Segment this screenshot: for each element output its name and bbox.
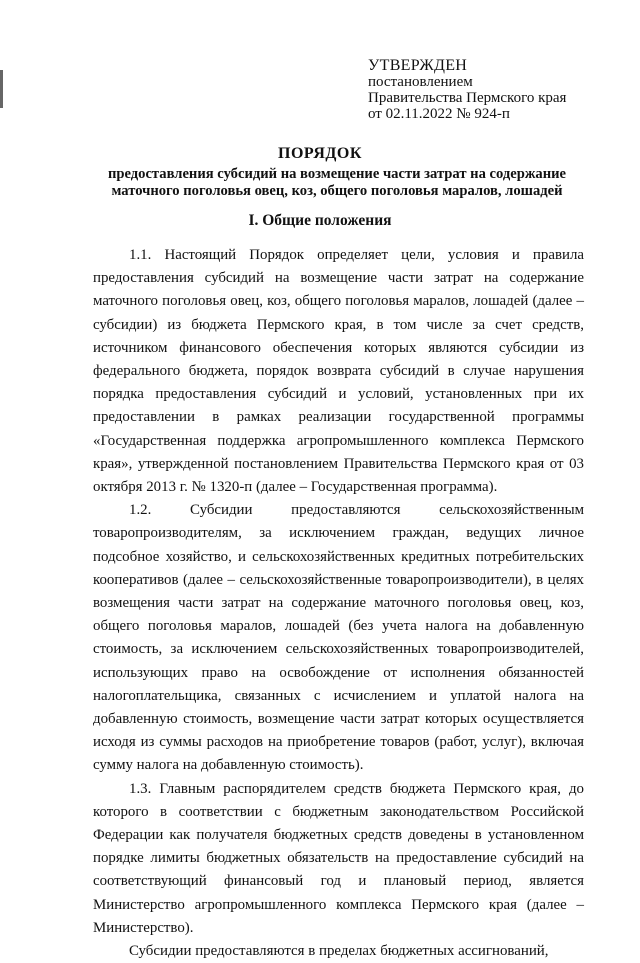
section-heading: I. Общие положения (248, 212, 392, 229)
body-text (93, 244, 584, 963)
approval-stamp (368, 58, 628, 122)
approval-title: УТВЕРЖДЕН (368, 57, 468, 74)
approval-line-1: постановлением (368, 74, 473, 90)
document-title: ПОРЯДОК (278, 145, 362, 162)
paragraph-subsidies: Субсидии предоставляются в пределах бюджетных ассигнований, (129, 943, 549, 960)
approval-line-3: от 02.11.2022 № 924-п (368, 106, 510, 122)
paragraph-1-3: 1.3. Главным распорядителем средств бюджета Пермского края, до которого в соответствии с бюджетным законодательством Российской Федерации как получателя бюджетных средств доведены в установленном порядке лимиты бюджетных обязательств на предоставление субсидий на соответствующий финансовый год и плановый период, является Министерство агропромышленного комплекса Пермского края (далее – Министерство). (93, 780, 584, 936)
approval-line-2: Правительства Пермского края (368, 90, 567, 106)
scan-margin-mark (0, 70, 3, 108)
document-subtitle: предоставления субсидий на возмещение части затрат на содержание маточного поголовья овец, коз, общего поголовья маралов, лошадей (107, 166, 567, 199)
paragraph-1-2: 1.2. Субсидии предоставляются сельскохозяйственным товаропроизводителям, за исключением граждан, ведущих личное подсобное хозяйство, и сельскохозяйственных кредитных потребительских кооперативов (далее – сельскохозяйственные товаропроизводители), в целях возмещения части затрат на содержание маточного поголовья овец, коз, общего поголовья маралов, лошадей (без учета налога на добавленную стоимость, за исключением сельскохозяйственных товаропроизводителей, использующих право на освобождение от исполнения обязанностей налогоплательщика, связанных с исчислением и уплатой налога на добавленную стоимость, возмещение части затрат которых осуществляется исходя из суммы расходов на приобретение товаров (работ, услуг), включая сумму налога на добавленную стоимость). (93, 502, 584, 774)
paragraph-1-1: 1.1. Настоящий Порядок определяет цели, условия и правила предоставления субсидий на возмещение части затрат на содержание маточного поголовья овец, коз, общего поголовья маралов, лошадей (далее – субсидии) из бюджета Пермского края, в том числе за счет средств, источником финансового обеспечения которых являются субсидии из федерального бюджета, порядок возврата субсидий в случае нарушения порядка предоставления субсидий и условий, установленных при их предоставлении в рамках реализации государственной программы «Государственная поддержка агропромышленного комплекса Пермского края», утвержденной постановлением Правительства Пермского края от 03 октября 2013 г. № 1320-п (далее – Государственная программа). (93, 247, 584, 496)
